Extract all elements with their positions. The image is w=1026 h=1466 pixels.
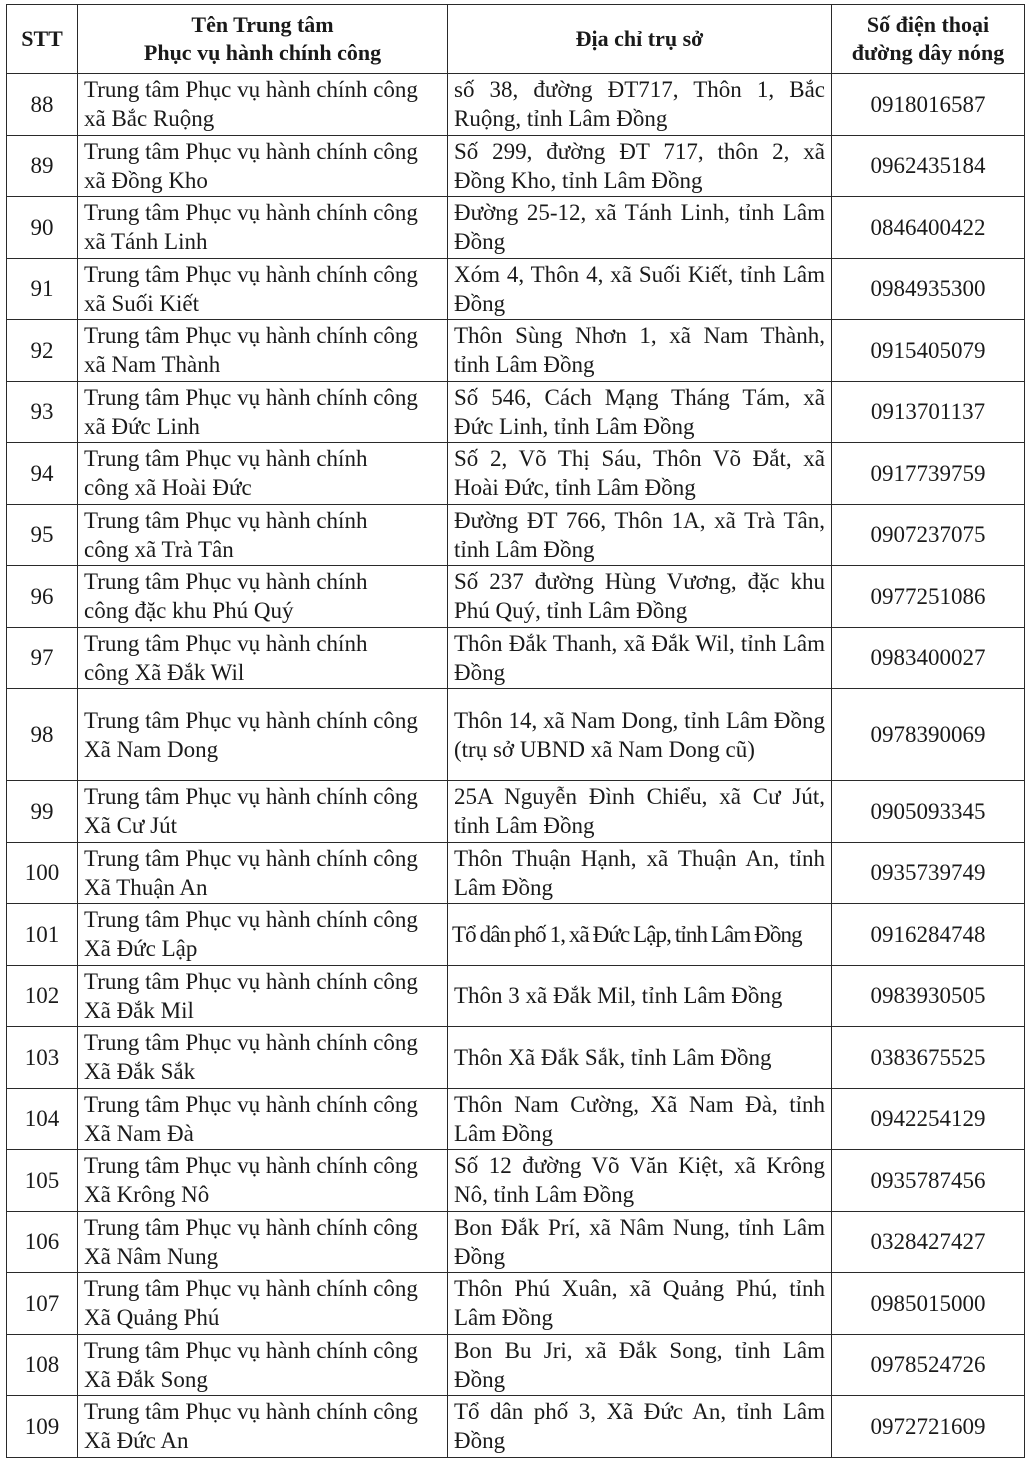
table-row (7, 1027, 1025, 1089)
cell-center-name (78, 566, 448, 628)
cell-address: Thôn Nam Cường, Xã Nam Đà, tỉnh Lâm Đồng (448, 1088, 832, 1150)
cell-stt: 101 (7, 904, 78, 966)
center-name-line1: Trung tâm Phục vụ hành chính công (84, 845, 418, 871)
header-center-name-line1: Tên Trung tâm (191, 12, 334, 37)
cell-stt: 98 (7, 689, 78, 781)
header-hotline (832, 5, 1025, 74)
cell-hotline: 0983400027 (832, 627, 1025, 689)
center-name-line1: Trung tâm Phục vụ hành chính (84, 630, 368, 656)
cell-hotline: 0983930505 (832, 965, 1025, 1027)
table-row (7, 381, 1025, 443)
table-row (7, 74, 1025, 136)
cell-center-name (78, 443, 448, 505)
cell-center-name (78, 904, 448, 966)
cell-center-name (78, 320, 448, 382)
cell-hotline: 0916284748 (832, 904, 1025, 966)
cell-stt: 91 (7, 258, 78, 320)
center-name-line1: Trung tâm Phục vụ hành chính công (84, 384, 418, 410)
center-name-line2: xã Suối Kiết (84, 290, 199, 316)
center-name-line2: Xã Thuận An (84, 874, 208, 900)
table-row (7, 1273, 1025, 1335)
center-name-line1: Trung tâm Phục vụ hành chính công (84, 907, 418, 933)
table-row (7, 504, 1025, 566)
center-name-line2: Xã Nâm Nung (84, 1243, 219, 1269)
table-row (7, 197, 1025, 259)
cell-hotline: 0984935300 (832, 258, 1025, 320)
center-name-line2: Xã Đức An (84, 1428, 189, 1454)
cell-center-name (78, 842, 448, 904)
cell-stt: 89 (7, 135, 78, 197)
center-name-line2: Xã Nam Đà (84, 1120, 194, 1146)
center-name-line1: Trung tâm Phục vụ hành chính công (84, 323, 418, 349)
center-name-line1: Trung tâm Phục vụ hành chính (84, 569, 368, 595)
table-row (7, 627, 1025, 689)
cell-hotline: 0978390069 (832, 689, 1025, 781)
cell-center-name (78, 1150, 448, 1212)
center-name-line1: Trung tâm Phục vụ hành chính công (84, 1030, 418, 1056)
center-name-line1: Trung tâm Phục vụ hành chính (84, 446, 368, 472)
table-row (7, 1334, 1025, 1396)
cell-address: Đường ĐT 766, Thôn 1A, xã Trà Tân, tỉnh Lâm Đồng (448, 504, 832, 566)
center-name-line1: Trung tâm Phục vụ hành chính công (84, 968, 418, 994)
table-row (7, 566, 1025, 628)
cell-center-name (78, 504, 448, 566)
cell-stt: 103 (7, 1027, 78, 1089)
cell-hotline: 0978524726 (832, 1334, 1025, 1396)
table-row (7, 842, 1025, 904)
center-name-line1: Trung tâm Phục vụ hành chính công (84, 1276, 418, 1302)
cell-center-name (78, 1027, 448, 1089)
cell-hotline: 0985015000 (832, 1273, 1025, 1335)
cell-address: Thôn 14, xã Nam Dong, tỉnh Lâm Đồng (trụ sở UBND xã Nam Dong cũ) (448, 689, 832, 781)
table-row (7, 1211, 1025, 1273)
center-name-line1: Trung tâm Phục vụ hành chính (84, 507, 368, 533)
cell-stt: 106 (7, 1211, 78, 1273)
cell-stt: 88 (7, 74, 78, 136)
cell-hotline: 0935739749 (832, 842, 1025, 904)
cell-hotline: 0383675525 (832, 1027, 1025, 1089)
cell-center-name (78, 689, 448, 781)
cell-center-name (78, 1396, 448, 1458)
table-row (7, 258, 1025, 320)
cell-hotline: 0935787456 (832, 1150, 1025, 1212)
cell-center-name (78, 1273, 448, 1335)
cell-center-name (78, 1088, 448, 1150)
center-name-line1: Trung tâm Phục vụ hành chính công (84, 200, 418, 226)
cell-address: số 38, đường ĐT717, Thôn 1, Bắc Ruộng, tỉnh Lâm Đồng (448, 74, 832, 136)
center-name-line1: Trung tâm Phục vụ hành chính công (84, 1399, 418, 1425)
cell-center-name (78, 1211, 448, 1273)
cell-stt: 92 (7, 320, 78, 382)
cell-stt: 102 (7, 965, 78, 1027)
cell-stt: 93 (7, 381, 78, 443)
cell-hotline: 0907237075 (832, 504, 1025, 566)
cell-center-name (78, 197, 448, 259)
center-name-line2: Xã Đắk Mil (84, 997, 194, 1023)
table-row (7, 781, 1025, 843)
cell-center-name (78, 1334, 448, 1396)
table-row (7, 443, 1025, 505)
center-name-line2: Xã Nam Dong (84, 736, 219, 762)
cell-address: Thôn Xã Đắk Sắk, tỉnh Lâm Đồng (448, 1027, 832, 1089)
table-row (7, 135, 1025, 197)
cell-hotline: 0942254129 (832, 1088, 1025, 1150)
cell-address: Thôn 3 xã Đắk Mil, tỉnh Lâm Đồng (448, 965, 832, 1027)
table-row (7, 965, 1025, 1027)
cell-stt: 105 (7, 1150, 78, 1212)
cell-stt: 107 (7, 1273, 78, 1335)
cell-center-name (78, 965, 448, 1027)
center-name-line1: Trung tâm Phục vụ hành chính công (84, 138, 418, 164)
cell-address: Số 546, Cách Mạng Tháng Tám, xã Đức Linh, tỉnh Lâm Đồng (448, 381, 832, 443)
header-center-name-line2: Phục vụ hành chính công (143, 40, 382, 65)
cell-stt: 100 (7, 842, 78, 904)
cell-hotline: 0962435184 (832, 135, 1025, 197)
cell-hotline: 0913701137 (832, 381, 1025, 443)
cell-stt: 108 (7, 1334, 78, 1396)
cell-center-name (78, 627, 448, 689)
cell-hotline: 0905093345 (832, 781, 1025, 843)
center-name-line2: Xã Quảng Phú (84, 1305, 220, 1331)
cell-hotline: 0915405079 (832, 320, 1025, 382)
cell-stt: 95 (7, 504, 78, 566)
cell-center-name (78, 258, 448, 320)
cell-center-name (78, 781, 448, 843)
center-name-line1: Trung tâm Phục vụ hành chính công (84, 1091, 418, 1117)
cell-address: Số 12 đường Võ Văn Kiệt, xã Krông Nô, tỉnh Lâm Đồng (448, 1150, 832, 1212)
header-address: Địa chỉ trụ sở (448, 5, 832, 74)
cell-address: Thôn Sùng Nhơn 1, xã Nam Thành, tỉnh Lâm Đồng (448, 320, 832, 382)
center-name-line2: Xã Cư Jút (84, 813, 177, 839)
cell-address: 25A Nguyễn Đình Chiểu, xã Cư Jút, tỉnh Lâm Đồng (448, 781, 832, 843)
center-name-line2: xã Đức Linh (84, 413, 200, 439)
table-row (7, 1150, 1025, 1212)
table-row (7, 320, 1025, 382)
center-name-line2: công xã Hoài Đức (84, 475, 252, 501)
cell-address: Đường 25-12, xã Tánh Linh, tỉnh Lâm Đồng (448, 197, 832, 259)
cell-hotline: 0917739759 (832, 443, 1025, 505)
cell-center-name (78, 381, 448, 443)
service-center-table (6, 4, 1025, 1458)
cell-stt: 99 (7, 781, 78, 843)
cell-address: Thôn Đắk Thanh, xã Đắk Wil, tỉnh Lâm Đồng (448, 627, 832, 689)
center-name-line2: công đặc khu Phú Quý (84, 598, 294, 624)
cell-stt: 94 (7, 443, 78, 505)
cell-address: Thôn Phú Xuân, xã Quảng Phú, tỉnh Lâm Đồng (448, 1273, 832, 1335)
cell-stt: 97 (7, 627, 78, 689)
header-stt: STT (7, 5, 78, 74)
table-row (7, 1088, 1025, 1150)
header-hotline-line1: Số điện thoại (866, 12, 990, 37)
center-name-line1: Trung tâm Phục vụ hành chính công (84, 1214, 418, 1240)
cell-stt: 96 (7, 566, 78, 628)
center-name-line1: Trung tâm Phục vụ hành chính công (84, 1153, 418, 1179)
cell-hotline: 0977251086 (832, 566, 1025, 628)
cell-hotline: 0846400422 (832, 197, 1025, 259)
cell-hotline: 0972721609 (832, 1396, 1025, 1458)
center-name-line2: xã Nam Thành (84, 352, 221, 378)
cell-stt: 90 (7, 197, 78, 259)
cell-hotline: 0328427427 (832, 1211, 1025, 1273)
cell-address: Số 299, đường ĐT 717, thôn 2, xã Đồng Kho, tỉnh Lâm Đồng (448, 135, 832, 197)
cell-address: Tổ dân phố 3, Xã Đức An, tỉnh Lâm Đồng (448, 1396, 832, 1458)
center-name-line2: công xã Trà Tân (84, 536, 234, 562)
cell-stt: 104 (7, 1088, 78, 1150)
center-name-line2: xã Đồng Kho (84, 167, 208, 193)
center-name-line1: Trung tâm Phục vụ hành chính công (84, 707, 418, 733)
center-name-line2: xã Bắc Ruộng (84, 106, 215, 132)
center-name-line2: Xã Krông Nô (84, 1182, 210, 1208)
center-name-line2: Xã Đắk Sắk (84, 1059, 196, 1085)
cell-hotline: 0918016587 (832, 74, 1025, 136)
center-name-line2: công Xã Đắk Wil (84, 659, 245, 685)
center-name-line2: Xã Đắk Song (84, 1366, 208, 1392)
table-row (7, 689, 1025, 781)
cell-address: Thôn Thuận Hạnh, xã Thuận An, tỉnh Lâm Đồng (448, 842, 832, 904)
cell-address: Xóm 4, Thôn 4, xã Suối Kiết, tỉnh Lâm Đồng (448, 258, 832, 320)
cell-address: Tổ dân phố 1, xã Đức Lập, tỉnh Lâm Đồng (448, 904, 832, 966)
center-name-line1: Trung tâm Phục vụ hành chính công (84, 261, 418, 287)
cell-address: Số 2, Võ Thị Sáu, Thôn Võ Đắt, xã Hoài Đức, tỉnh Lâm Đồng (448, 443, 832, 505)
center-name-line2: Xã Đức Lập (84, 936, 198, 962)
cell-stt: 109 (7, 1396, 78, 1458)
cell-center-name (78, 74, 448, 136)
table-row (7, 1396, 1025, 1458)
center-name-line1: Trung tâm Phục vụ hành chính công (84, 1337, 418, 1363)
center-name-line1: Trung tâm Phục vụ hành chính công (84, 784, 418, 810)
center-name-line1: Trung tâm Phục vụ hành chính công (84, 77, 418, 103)
center-name-line2: xã Tánh Linh (84, 229, 208, 255)
cell-address: Bon Bu Jri, xã Đắk Song, tỉnh Lâm Đồng (448, 1334, 832, 1396)
cell-center-name (78, 135, 448, 197)
table-header-row (7, 5, 1025, 74)
header-hotline-line2: đường dây nóng (851, 40, 1005, 65)
cell-address: Số 237 đường Hùng Vương, đặc khu Phú Quý, tỉnh Lâm Đồng (448, 566, 832, 628)
cell-address: Bon Đắk Prí, xã Nâm Nung, tỉnh Lâm Đồng (448, 1211, 832, 1273)
table-row (7, 904, 1025, 966)
header-center-name (78, 5, 448, 74)
